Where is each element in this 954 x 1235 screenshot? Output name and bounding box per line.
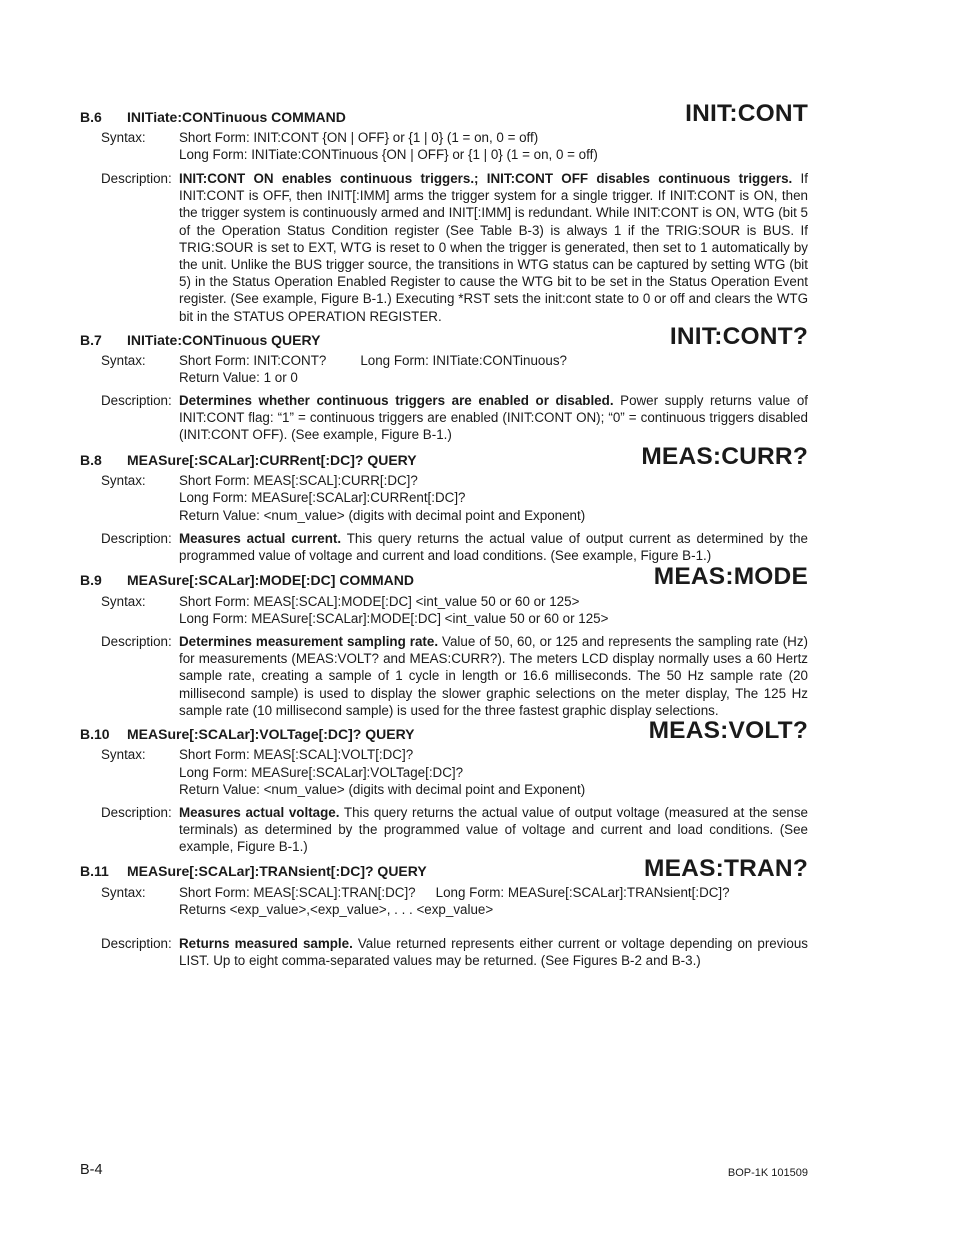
section-b8-heading xyxy=(80,451,417,469)
description-text xyxy=(179,935,808,969)
description-text xyxy=(179,392,808,444)
page-number: B-4 xyxy=(80,1162,103,1178)
section-title: MEASure[:SCALar]:MODE[:DC] COMMAND xyxy=(127,572,414,588)
section-b11-heading xyxy=(80,862,427,880)
description-bold: Measures actual current. xyxy=(179,531,342,546)
section-number: B.6 xyxy=(80,109,102,125)
section-number: B.10 xyxy=(80,726,110,742)
syntax-short-form: Short Form: MEAS[:SCAL]:TRAN[:DC]? xyxy=(179,885,416,900)
description-label: Description: xyxy=(101,531,172,546)
document-id: BOP-1K 101509 xyxy=(727,1167,808,1179)
syntax-long-form: Long Form: INITiate:CONTinuous? xyxy=(360,353,567,368)
section-b10-heading xyxy=(80,725,415,743)
command-heading-meas-mode: MEAS:MODE xyxy=(653,563,808,590)
description-text xyxy=(179,633,808,719)
description-text xyxy=(179,170,808,325)
command-heading-init-cont-query: INIT:CONT? xyxy=(669,323,808,350)
description-label: Description: xyxy=(101,634,172,649)
syntax-label: Syntax: xyxy=(101,594,146,609)
section-title: INITiate:CONTinuous COMMAND xyxy=(127,109,346,125)
section-title: MEASure[:SCALar]:CURRent[:DC]? QUERY xyxy=(127,452,417,468)
section-b6-heading xyxy=(80,108,346,126)
syntax-label: Syntax: xyxy=(101,885,146,900)
description-text xyxy=(179,530,808,564)
description-label: Description: xyxy=(101,171,172,186)
section-title: MEASure[:SCALar]:VOLTage[:DC]? QUERY xyxy=(127,726,415,742)
description-bold: Measures actual voltage. xyxy=(179,805,340,820)
syntax-label: Syntax: xyxy=(101,747,146,762)
syntax-long-form: Long Form: MEASure[:SCALar]:VOLTage[:DC]? xyxy=(179,765,464,780)
syntax-short-form: Short Form: MEAS[:SCAL]:MODE[:DC] <int_value 50 or 60 or 125> xyxy=(179,594,580,609)
description-body: This query returns the actual value of output voltage (measured at the sense terminals) as determined by the programmed value of voltage and current and load conditions. (See example, Figure B-1.) xyxy=(179,805,808,855)
description-bold: Determines measurement sampling rate. xyxy=(179,634,439,649)
syntax-long-form: Long Form: MEASure[:SCALar]:MODE[:DC] <int_value 50 or 60 or 125> xyxy=(179,611,609,626)
syntax-forms xyxy=(179,884,730,901)
section-number: B.11 xyxy=(80,863,109,879)
section-title: MEASure[:SCALar]:TRANsient[:DC]? QUERY xyxy=(127,863,427,879)
description-body: Power supply returns value of INIT:CONT flag: “1” = continuous triggers are enabled (INIT:CONT ON); “0” = continuous triggers disabled (INIT:CONT OFF). (See example, Figure B-1.) xyxy=(179,393,809,443)
command-heading-meas-curr: MEAS:CURR? xyxy=(641,443,808,470)
syntax-label: Syntax: xyxy=(101,353,146,368)
syntax-long-form: Long Form: INITiate:CONTinuous {ON | OFF} or {1 | 0} (1 = on, 0 = off) xyxy=(179,147,598,162)
section-number: B.8 xyxy=(80,452,102,468)
return-value: Return Value: <num_value> (digits with decimal point and Exponent) xyxy=(179,508,586,523)
description-body: Value of 50, 60, or 125 and represents the sampling rate (Hz) for measurements (MEAS:VOLT? and MEAS:CURR?). The meters LCD display normally uses a 60 Hertz sample rate, creating a sample of 1 cycle in length or 16.6 milliseconds. The 50 Hz sample rate (20 millisecond sample) is used to display the slower graphic selections on the meter display, The 125 Hz sample rate (10 millisecond sample) is used for the three fastest graphic display selections. xyxy=(179,634,808,718)
description-label: Description: xyxy=(101,805,172,820)
syntax-short-form: Short Form: MEAS[:SCAL]:CURR[:DC]? xyxy=(179,473,418,488)
section-b9-heading xyxy=(80,571,414,589)
section-number: B.7 xyxy=(80,332,102,348)
syntax-long-form: Long Form: MEASure[:SCALar]:TRANsient[:DC]? xyxy=(435,885,730,900)
description-body: This query returns the actual value of output current as determined by the programmed value of voltage and current and load conditions. (See example, Figure B-1.) xyxy=(179,531,809,564)
command-heading-meas-volt: MEAS:VOLT? xyxy=(648,717,808,744)
return-value: Return Value: 1 or 0 xyxy=(179,370,298,385)
syntax-forms xyxy=(179,352,567,369)
description-label: Description: xyxy=(101,393,172,408)
return-value: Return Value: <num_value> (digits with decimal point and Exponent) xyxy=(179,782,586,797)
description-body: Value returned represents either current or voltage depending on previous LIST. Up to eight comma-separated values may be returned. (See Figures B-2 and B-3.) xyxy=(179,936,808,969)
syntax-short-form: Short Form: MEAS[:SCAL]:VOLT[:DC]? xyxy=(179,747,414,762)
syntax-short-form: Short Form: INIT:CONT {ON | OFF} or {1 | 0} (1 = on, 0 = off) xyxy=(179,130,539,145)
description-bold: Determines whether continuous triggers are enabled or disabled. xyxy=(179,393,614,408)
description-bold: INIT:CONT ON enables continuous triggers.; INIT:CONT OFF disables continuous triggers. xyxy=(179,171,793,186)
section-number: B.9 xyxy=(80,572,102,588)
description-bold: Returns measured sample. xyxy=(179,936,353,951)
command-heading-meas-tran: MEAS:TRAN? xyxy=(644,855,808,882)
syntax-label: Syntax: xyxy=(101,130,146,145)
return-value: Returns <exp_value>,<exp_value>, . . . <exp_value> xyxy=(179,902,494,917)
syntax-long-form: Long Form: MEASure[:SCALar]:CURRent[:DC]? xyxy=(179,490,466,505)
section-b7-heading xyxy=(80,331,320,349)
command-heading-init-cont: INIT:CONT xyxy=(685,100,808,127)
description-text xyxy=(179,804,808,856)
description-body: If INIT:CONT is OFF, then INIT[:IMM] arms the trigger system for a single trigger. If INIT:CONT is ON, then the trigger system is continuously armed and INIT[:IMM] is redundant. While INIT:CONT is ON, WTG (bit 5 of the Operation Status Condition register (See Table B-3) is always 1 if the TRIG:SOUR is BUS. If TRIG:SOUR is set to EXT, WTG is reset to 0 when the trigger is generated, then set to 1 automatically by the unit. Unlike the BUS trigger source, the transitions in WTG status can be captured by setting WTG (bit 5) in the Status Operation Enabled Register to cause the WTG bit to be set in the Status Operation Event register. (See example, Figure B-1.) Executing *RST sets the init:cont state to 0 or off and clears the WTG bit in the STATUS OPERATION REGISTER. xyxy=(179,171,808,324)
section-title: INITiate:CONTinuous QUERY xyxy=(127,332,321,348)
description-label: Description: xyxy=(101,936,172,951)
syntax-label: Syntax: xyxy=(101,473,146,488)
syntax-short-form: Short Form: INIT:CONT? xyxy=(179,353,327,368)
